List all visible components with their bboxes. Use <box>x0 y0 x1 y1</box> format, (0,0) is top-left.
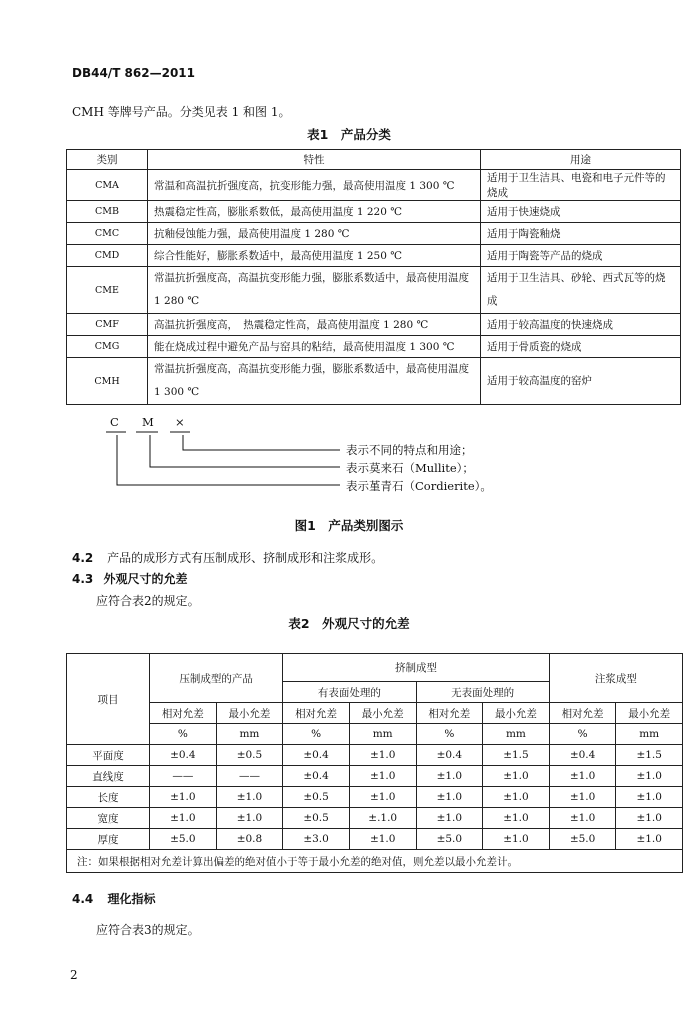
value-cell: ±0.5 <box>283 808 350 829</box>
letter-m: M <box>142 415 154 429</box>
table-row <box>67 201 681 223</box>
table-row <box>67 808 683 829</box>
extruded-header: 挤制成型 <box>283 654 550 682</box>
intro-text: CMH 等牌号产品。分类见表 1 和图 1。 <box>72 105 291 119</box>
value-cell: —— <box>150 766 217 787</box>
use-cell: 适用于骨质瓷的烧成 <box>481 336 681 358</box>
value-cell: ±1.0 <box>616 829 683 850</box>
slip-header: 注浆成型 <box>549 654 682 703</box>
table-note: 注：如果根据相对允差计算出偏差的绝对值小于等于最小允差的绝对值，则允差以最小允差计。 <box>67 850 683 873</box>
feature-cell: 常温和高温抗折强度高，抗变形能力强，最高使用温度 1 300 ℃ <box>148 170 481 201</box>
unit-pct: % <box>150 724 217 745</box>
with-surface-header: 有表面处理的 <box>283 682 416 703</box>
document-code: DB44/T 862—2011 <box>72 66 195 80</box>
value-cell: ±1.5 <box>616 745 683 766</box>
use-cell: 适用于卫生洁具、砂轮、西式瓦等的烧成 <box>481 267 681 314</box>
feature-cell: 高温抗折强度高， 热震稳定性高，最高使用温度 1 280 ℃ <box>148 314 481 336</box>
without-surface-header: 无表面处理的 <box>416 682 549 703</box>
col-header-use: 用途 <box>481 150 681 170</box>
item-header: 项目 <box>67 654 150 745</box>
value-cell: ±0.4 <box>416 745 483 766</box>
value-cell: ±5.0 <box>549 829 616 850</box>
use-cell: 适用于陶瓷釉烧 <box>481 223 681 245</box>
value-cell: ±1.0 <box>483 766 550 787</box>
value-cell: ±1.0 <box>549 787 616 808</box>
letter-c: C <box>110 415 119 429</box>
unit-mm: mm <box>349 724 416 745</box>
value-cell: ±1.0 <box>483 829 550 850</box>
item-name: 平面度 <box>67 745 150 766</box>
pressed-header: 压制成型的产品 <box>150 654 283 703</box>
use-cell: 适用于快速烧成 <box>481 201 681 223</box>
value-cell: ±1.0 <box>616 787 683 808</box>
unit-pct: % <box>416 724 483 745</box>
value-cell: ±1.0 <box>616 766 683 787</box>
use-cell: 适用于陶瓷等产品的烧成 <box>481 245 681 267</box>
section-4-2 <box>72 549 383 566</box>
col-header-type: 类别 <box>67 150 148 170</box>
type-code: CMC <box>67 223 148 245</box>
min-header: 最小允差 <box>216 703 283 724</box>
use-cell: 适用于卫生洁具、电瓷和电子元件等的烧成 <box>481 170 681 201</box>
table-row <box>67 787 683 808</box>
table-row <box>67 314 681 336</box>
category-diagram <box>100 415 500 505</box>
label-features: 表示不同的特点和用途； <box>346 443 473 457</box>
value-cell: ±0.5 <box>216 745 283 766</box>
use-cell: 适用于较高温度的窑炉 <box>481 358 681 405</box>
dimension-tolerance-table <box>66 653 683 873</box>
figure1-caption: 图1 产品类别图示 <box>294 518 404 533</box>
unit-pct: % <box>283 724 350 745</box>
value-cell: ±0.4 <box>283 745 350 766</box>
table-row <box>67 766 683 787</box>
item-name: 厚度 <box>67 829 150 850</box>
feature-cell: 抗釉侵蚀能力强，最高使用温度 1 280 ℃ <box>148 223 481 245</box>
value-cell: ±0.4 <box>549 745 616 766</box>
section-4-3 <box>72 570 187 587</box>
value-cell: ±1.0 <box>483 787 550 808</box>
item-name: 直线度 <box>67 766 150 787</box>
value-cell: ±1.0 <box>349 787 416 808</box>
label-cordierite: 表示堇青石（Cordierite）。 <box>346 479 492 493</box>
value-cell: ±1.0 <box>150 787 217 808</box>
value-cell: ±1.0 <box>416 787 483 808</box>
feature-cell: 能在烧成过程中避免产品与窑具的粘结，最高使用温度 1 300 ℃ <box>148 336 481 358</box>
value-cell: ±1.0 <box>216 787 283 808</box>
table-row <box>67 170 681 201</box>
min-header: 最小允差 <box>616 703 683 724</box>
type-code: CMD <box>67 245 148 267</box>
value-cell: ±5.0 <box>416 829 483 850</box>
section-number: 4.4 <box>72 892 94 906</box>
value-cell: ±0.4 <box>283 766 350 787</box>
value-cell: ±1.0 <box>616 808 683 829</box>
section-4-4 <box>72 890 155 907</box>
rel-header: 相对允差 <box>549 703 616 724</box>
rel-header: 相对允差 <box>416 703 483 724</box>
section-4-3-text: 应符合表2的规定。 <box>96 594 200 608</box>
unit-mm: mm <box>483 724 550 745</box>
item-name: 长度 <box>67 787 150 808</box>
value-cell: ±1.5 <box>483 745 550 766</box>
type-code: CMH <box>67 358 148 405</box>
value-cell: ±1.0 <box>349 829 416 850</box>
value-cell: ±1.0 <box>549 766 616 787</box>
table-row <box>67 245 681 267</box>
rel-header: 相对允差 <box>150 703 217 724</box>
table2-caption: 表2 外观尺寸的允差 <box>288 616 410 631</box>
feature-cell: 常温抗折强度高，高温抗变形能力强，膨胀系数适中，最高使用温度 1 280 ℃ <box>148 267 481 314</box>
value-cell: ±1.0 <box>349 766 416 787</box>
min-header: 最小允差 <box>349 703 416 724</box>
item-name: 宽度 <box>67 808 150 829</box>
value-cell: ±0.4 <box>150 745 217 766</box>
table-row <box>67 336 681 358</box>
table-row <box>67 267 681 314</box>
value-cell: ±0.5 <box>283 787 350 808</box>
table-row <box>67 358 681 405</box>
table-row <box>67 223 681 245</box>
use-cell: 适用于较高温度的快速烧成 <box>481 314 681 336</box>
table-row <box>67 745 683 766</box>
value-cell: ±5.0 <box>150 829 217 850</box>
section-number: 4.2 <box>72 551 94 565</box>
label-mullite: 表示莫来石（Mullite）； <box>346 461 474 475</box>
unit-mm: mm <box>616 724 683 745</box>
value-cell: ±0.8 <box>216 829 283 850</box>
type-code: CMB <box>67 201 148 223</box>
col-header-feature: 特性 <box>148 150 481 170</box>
value-cell: ±1.0 <box>483 808 550 829</box>
section-text: 产品的成形方式有压制成形、挤制成形和注浆成形。 <box>107 551 384 565</box>
type-code: CMG <box>67 336 148 358</box>
value-cell: —— <box>216 766 283 787</box>
feature-cell: 综合性能好，膨胀系数适中，最高使用温度 1 250 ℃ <box>148 245 481 267</box>
product-classification-table <box>66 149 681 405</box>
value-cell: ±.1.0 <box>349 808 416 829</box>
table1-caption: 表1 产品分类 <box>307 127 391 142</box>
letter-x: × <box>175 415 185 429</box>
value-cell: ±1.0 <box>349 745 416 766</box>
value-cell: ±1.0 <box>549 808 616 829</box>
section-title: 外观尺寸的允差 <box>103 572 188 586</box>
page-number: 2 <box>70 968 78 982</box>
rel-header: 相对允差 <box>283 703 350 724</box>
type-code: CME <box>67 267 148 314</box>
table-row <box>67 829 683 850</box>
unit-pct: % <box>549 724 616 745</box>
value-cell: ±1.0 <box>216 808 283 829</box>
feature-cell: 常温抗折强度高，高温抗变形能力强，膨胀系数适中，最高使用温度 1 300 ℃ <box>148 358 481 405</box>
unit-mm: mm <box>216 724 283 745</box>
section-title: 理化指标 <box>107 892 156 906</box>
value-cell: ±1.0 <box>150 808 217 829</box>
section-number: 4.3 <box>72 572 94 586</box>
value-cell: ±1.0 <box>416 766 483 787</box>
value-cell: ±1.0 <box>416 808 483 829</box>
value-cell: ±3.0 <box>283 829 350 850</box>
type-code: CMA <box>67 170 148 201</box>
type-code: CMF <box>67 314 148 336</box>
section-4-4-text: 应符合表3的规定。 <box>96 923 200 937</box>
min-header: 最小允差 <box>483 703 550 724</box>
feature-cell: 热震稳定性高，膨胀系数低，最高使用温度 1 220 ℃ <box>148 201 481 223</box>
